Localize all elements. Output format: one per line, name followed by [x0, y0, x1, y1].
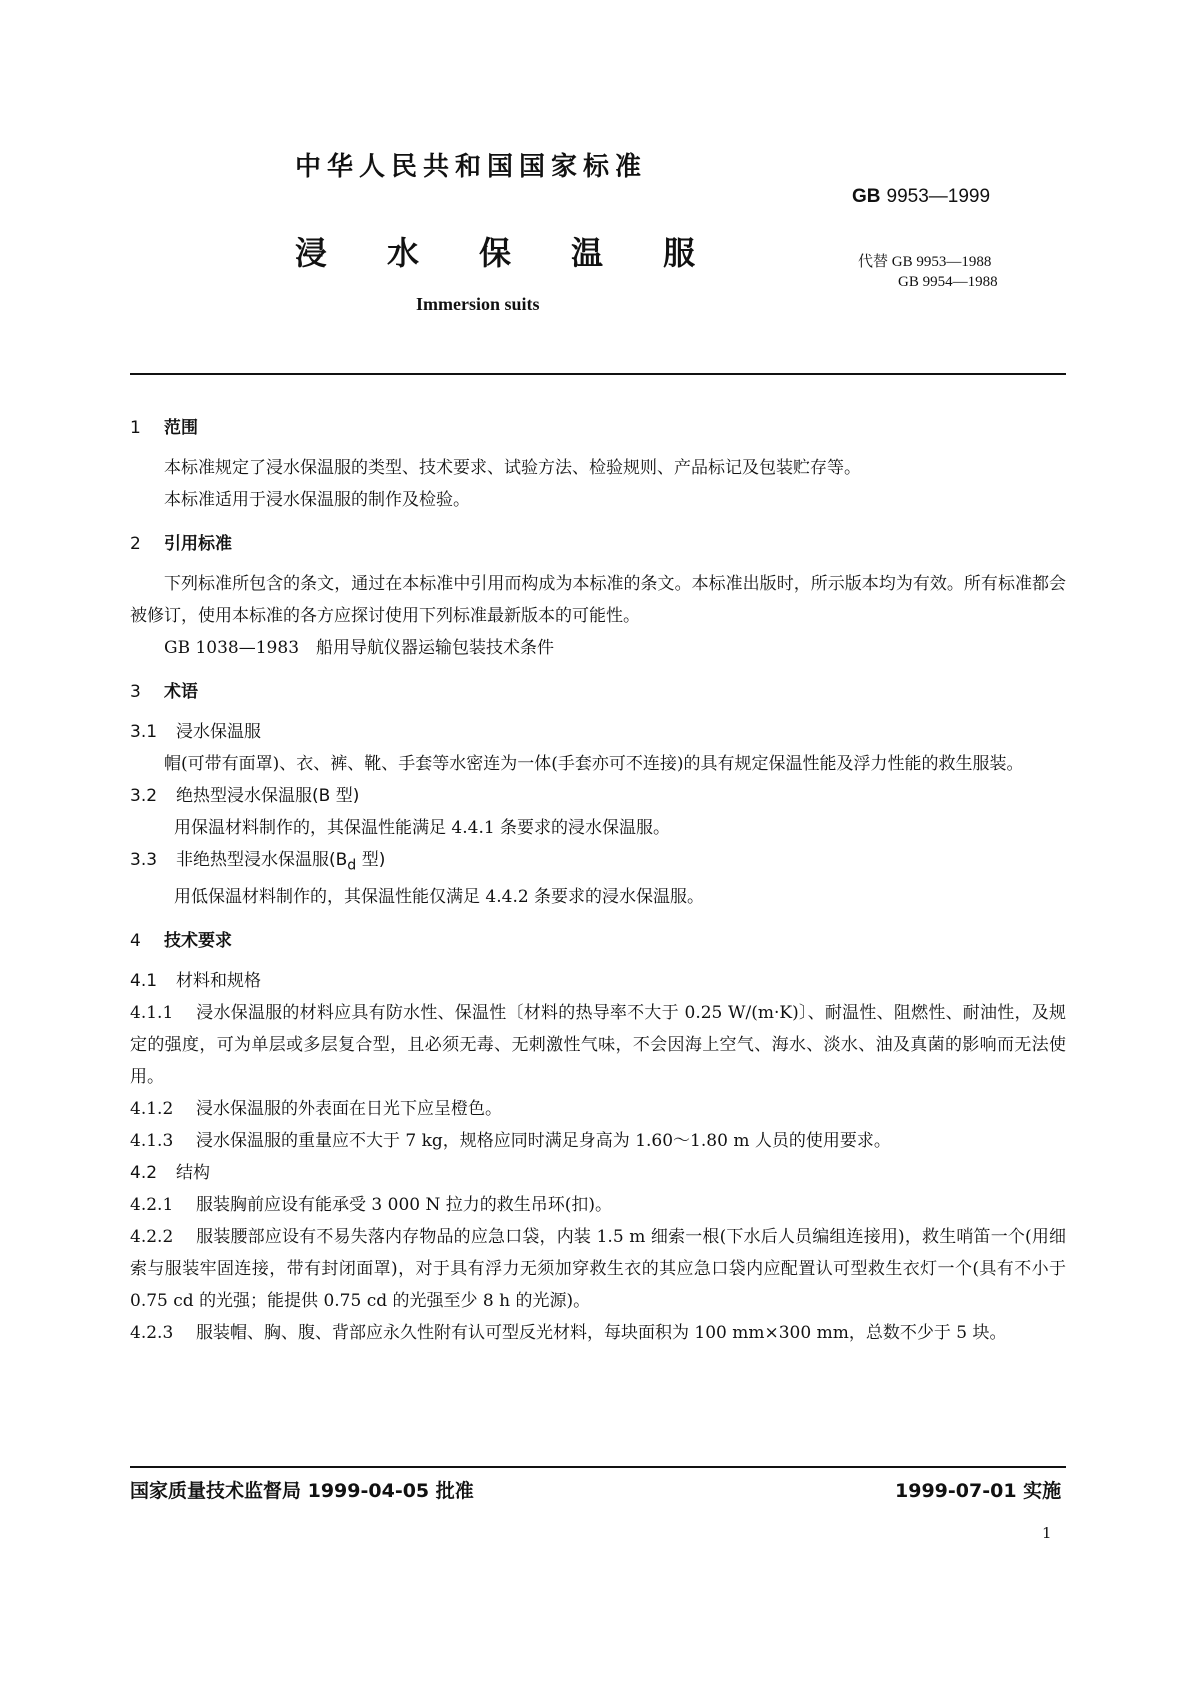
subsection-number: 3.3	[130, 850, 158, 870]
clause-text: 服装帽、胸、腹、背部应永久性附有认可型反光材料，每块面积为 100 mm×300 mm，总数不少于 5 块。	[196, 1323, 1007, 1344]
section-number: 4	[130, 931, 141, 952]
section-4-heading	[130, 925, 1066, 957]
clause-text: 浸水保温服的外表面在日光下应呈橙色。	[196, 1099, 502, 1120]
clause-number: 4.1.2	[130, 1099, 174, 1120]
clause	[130, 1189, 1066, 1221]
document-body	[130, 400, 1066, 1349]
clause-text: 服装胸前应设有能承受 3 000 N 拉力的救生吊环(扣)。	[196, 1195, 613, 1216]
section-title: 术语	[164, 682, 198, 702]
subsection-heading	[130, 844, 1066, 881]
paragraph: 本标准规定了浸水保温服的类型、技术要求、试验方法、检验规则、产品标记及包装贮存等。	[164, 458, 861, 478]
clause	[130, 997, 1066, 1093]
subsection-title: 材料和规格	[176, 971, 261, 992]
clause-text: 浸水保温服的材料应具有防水性、保温性〔材料的热导率不大于 0.25 W/(m·K)〕、耐温性、阻燃性、耐油性，及规定的强度，可为单层或多层复合型，且必须无毒、无刺激性气味，不会因海上空气、海水、淡水、油及真菌的影响而无法使用。	[130, 1003, 1066, 1088]
clause-number: 4.1.1	[130, 1003, 174, 1024]
subsection-title: 非绝热型浸水保温服(B	[176, 850, 348, 870]
section-title: 引用标准	[164, 534, 232, 554]
subsection-number: 4.1	[130, 971, 158, 992]
subsection-heading	[130, 716, 1066, 748]
paragraph: 用低保温材料制作的，其保温性能仅满足 4.4.2 条要求的浸水保温服。	[174, 887, 705, 908]
clause	[130, 1093, 1066, 1125]
replaces-block	[858, 252, 998, 292]
clause-text: 服装腰部应设有不易失落内存物品的应急口袋，内装 1.5 m 细索一根(下水后人员编组连接用)，救生哨笛一个(用细索与服装牢固连接，带有封闭面罩)，对于具有浮力无须加穿救生衣的其应急口袋内应配置认可型救生衣灯一个(具有不小于 0.75 cd 的光强；能提供 0.75 cd 的光强至少 8 h 的光源)。	[130, 1227, 1066, 1312]
subsection-heading	[130, 780, 1066, 812]
clause	[130, 1125, 1066, 1157]
section-number: 3	[130, 682, 141, 702]
replaces-line-1: 代替 GB 9953—1988	[858, 254, 992, 270]
subsection-title: 结构	[176, 1163, 210, 1184]
approval-line: 国家质量技术监督局 1999-04-05 批准	[130, 1480, 474, 1502]
subsection-heading	[130, 1157, 1066, 1189]
replaces-line-2: GB 9954—1988	[898, 274, 998, 290]
paragraph: 帽(可带有面罩)、衣、裤、靴、手套等水密连为一体(手套亦可不连接)的具有规定保温性能及浮力性能的救生服装。	[164, 754, 1024, 774]
reference-item: GB 1038—1983 船用导航仪器运输包装技术条件	[164, 638, 555, 658]
standard-code	[852, 186, 990, 208]
clause-number: 4.2.3	[130, 1323, 174, 1344]
clause-text: 浸水保温服的重量应不大于 7 kg，规格应同时满足身高为 1.60～1.80 m 人员的使用要求。	[196, 1131, 891, 1152]
section-3-heading	[130, 676, 1066, 708]
page-number: 1	[1042, 1524, 1052, 1542]
section-title: 范围	[164, 418, 198, 438]
section-number: 1	[130, 418, 141, 438]
clause-number: 4.2.2	[130, 1227, 174, 1248]
paragraph: 用保温材料制作的，其保温性能满足 4.4.1 条要求的浸水保温服。	[174, 818, 671, 838]
subsection-heading	[130, 965, 1066, 997]
subscript: d	[347, 857, 357, 874]
section-number: 2	[130, 534, 141, 554]
clause	[130, 1317, 1066, 1349]
bottom-divider	[130, 1466, 1066, 1468]
subsection-number: 3.1	[130, 722, 158, 742]
subsection-title: 浸水保温服	[176, 722, 261, 742]
top-divider	[130, 373, 1066, 375]
document-title: 浸水保温服	[295, 234, 756, 272]
paragraph: 本标准适用于浸水保温服的制作及检验。	[164, 490, 470, 510]
clause	[130, 1221, 1066, 1317]
effective-date-line: 1999-07-01 实施	[895, 1480, 1062, 1502]
subsection-title: 绝热型浸水保温服(B 型)	[176, 786, 360, 806]
standard-code-prefix: GB	[852, 186, 881, 207]
section-2-heading	[130, 528, 1066, 560]
section-1-heading	[130, 412, 1066, 444]
clause-number: 4.2.1	[130, 1195, 174, 1216]
subsection-number: 4.2	[130, 1163, 158, 1184]
section-title: 技术要求	[164, 931, 232, 952]
subsection-title-end: 型)	[356, 850, 386, 870]
clause-number: 4.1.3	[130, 1131, 174, 1152]
standard-type-heading: 中华人民共和国国家标准	[295, 152, 648, 182]
english-title: Immersion suits	[416, 294, 540, 314]
standard-code-number: 9953—1999	[886, 186, 991, 207]
subsection-number: 3.2	[130, 786, 158, 806]
paragraph: 下列标准所包含的条文，通过在本标准中引用而构成为本标准的条文。本标准出版时，所示版本均为有效。所有标准都会被修订，使用本标准的各方应探讨使用下列标准最新版本的可能性。	[130, 574, 1066, 626]
